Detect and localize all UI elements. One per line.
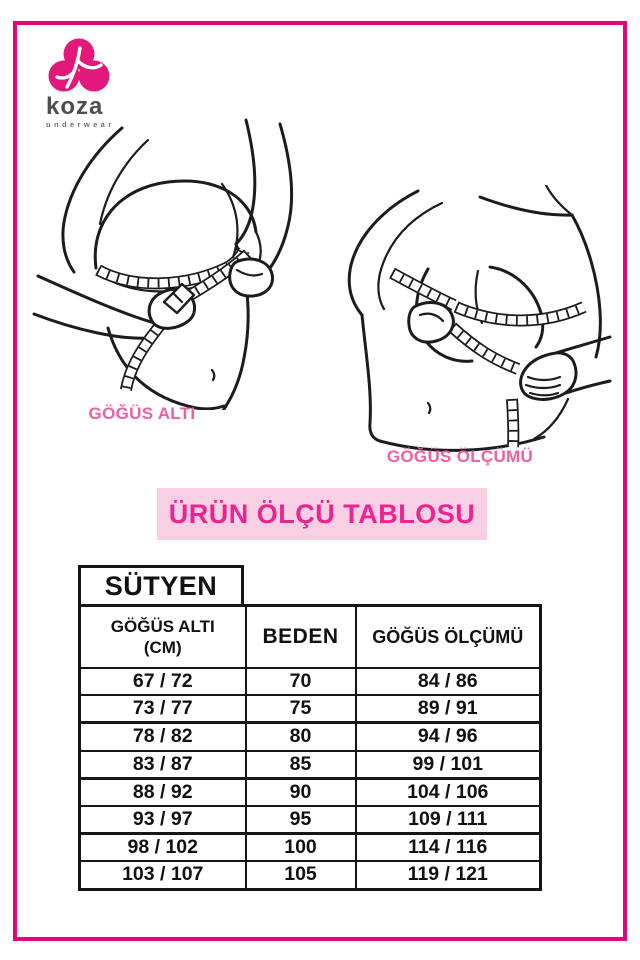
cell-bust: 99 / 101: [356, 751, 541, 779]
cell-underbust: 73 / 77: [80, 695, 246, 723]
cell-size: 70: [246, 668, 356, 695]
bust-label: GÖĞÜS ÖLÇÜMÜ: [386, 447, 534, 466]
cell-bust: 89 / 91: [356, 695, 541, 723]
table-row: [80, 806, 541, 834]
cell-underbust: 78 / 82: [80, 723, 246, 751]
cell-size: 105: [246, 861, 356, 889]
table-row: [80, 695, 541, 723]
col-header-size: BEDEN: [246, 606, 356, 669]
table-row: [80, 778, 541, 806]
cell-bust: 84 / 86: [356, 668, 541, 695]
brand-tagline: underwear: [46, 120, 115, 129]
underbust-label: GÖĞÜS ALTI: [88, 404, 196, 423]
cell-size: 100: [246, 834, 356, 862]
table-row: [80, 834, 541, 862]
cell-size: 95: [246, 806, 356, 834]
header-row: [80, 606, 541, 669]
cell-bust: 94 / 96: [356, 723, 541, 751]
koza-logo: [46, 38, 156, 129]
cell-bust: 104 / 106: [356, 778, 541, 806]
table-category-header: [78, 565, 244, 607]
underbust-measurement-illustration: [30, 118, 322, 410]
size-table-section: [78, 565, 539, 891]
table-row: [80, 723, 541, 751]
size-table: [78, 604, 542, 891]
cell-size: 80: [246, 723, 356, 751]
brand-name: koza: [46, 93, 104, 120]
cell-bust: 119 / 121: [356, 861, 541, 889]
cell-size: 90: [246, 778, 356, 806]
col-header-underbust: GÖĞÜS ALTI (CM): [80, 606, 246, 669]
cell-bust: 114 / 116: [356, 834, 541, 862]
table-row: [80, 668, 541, 695]
table-row: [80, 751, 541, 779]
banner-title: ÜRÜN ÖLÇÜ TABLOSU: [168, 498, 476, 529]
logo-trefoil-icon: [48, 38, 110, 94]
cell-underbust: 93 / 97: [80, 806, 246, 834]
cell-bust: 109 / 111: [356, 806, 541, 834]
cell-size: 75: [246, 695, 356, 723]
category-label: SÜTYEN: [104, 570, 218, 601]
bust-measurement-illustration: [332, 185, 612, 460]
cell-size: 85: [246, 751, 356, 779]
cell-underbust: 88 / 92: [80, 778, 246, 806]
cell-underbust: 98 / 102: [80, 834, 246, 862]
cell-underbust: 67 / 72: [80, 668, 246, 695]
table-row: [80, 861, 541, 889]
cell-underbust: 103 / 107: [80, 861, 246, 889]
col-header-bust: GÖĞÜS ÖLÇÜMÜ: [356, 606, 541, 669]
cell-underbust: 83 / 87: [80, 751, 246, 779]
size-table-banner: [157, 488, 487, 540]
